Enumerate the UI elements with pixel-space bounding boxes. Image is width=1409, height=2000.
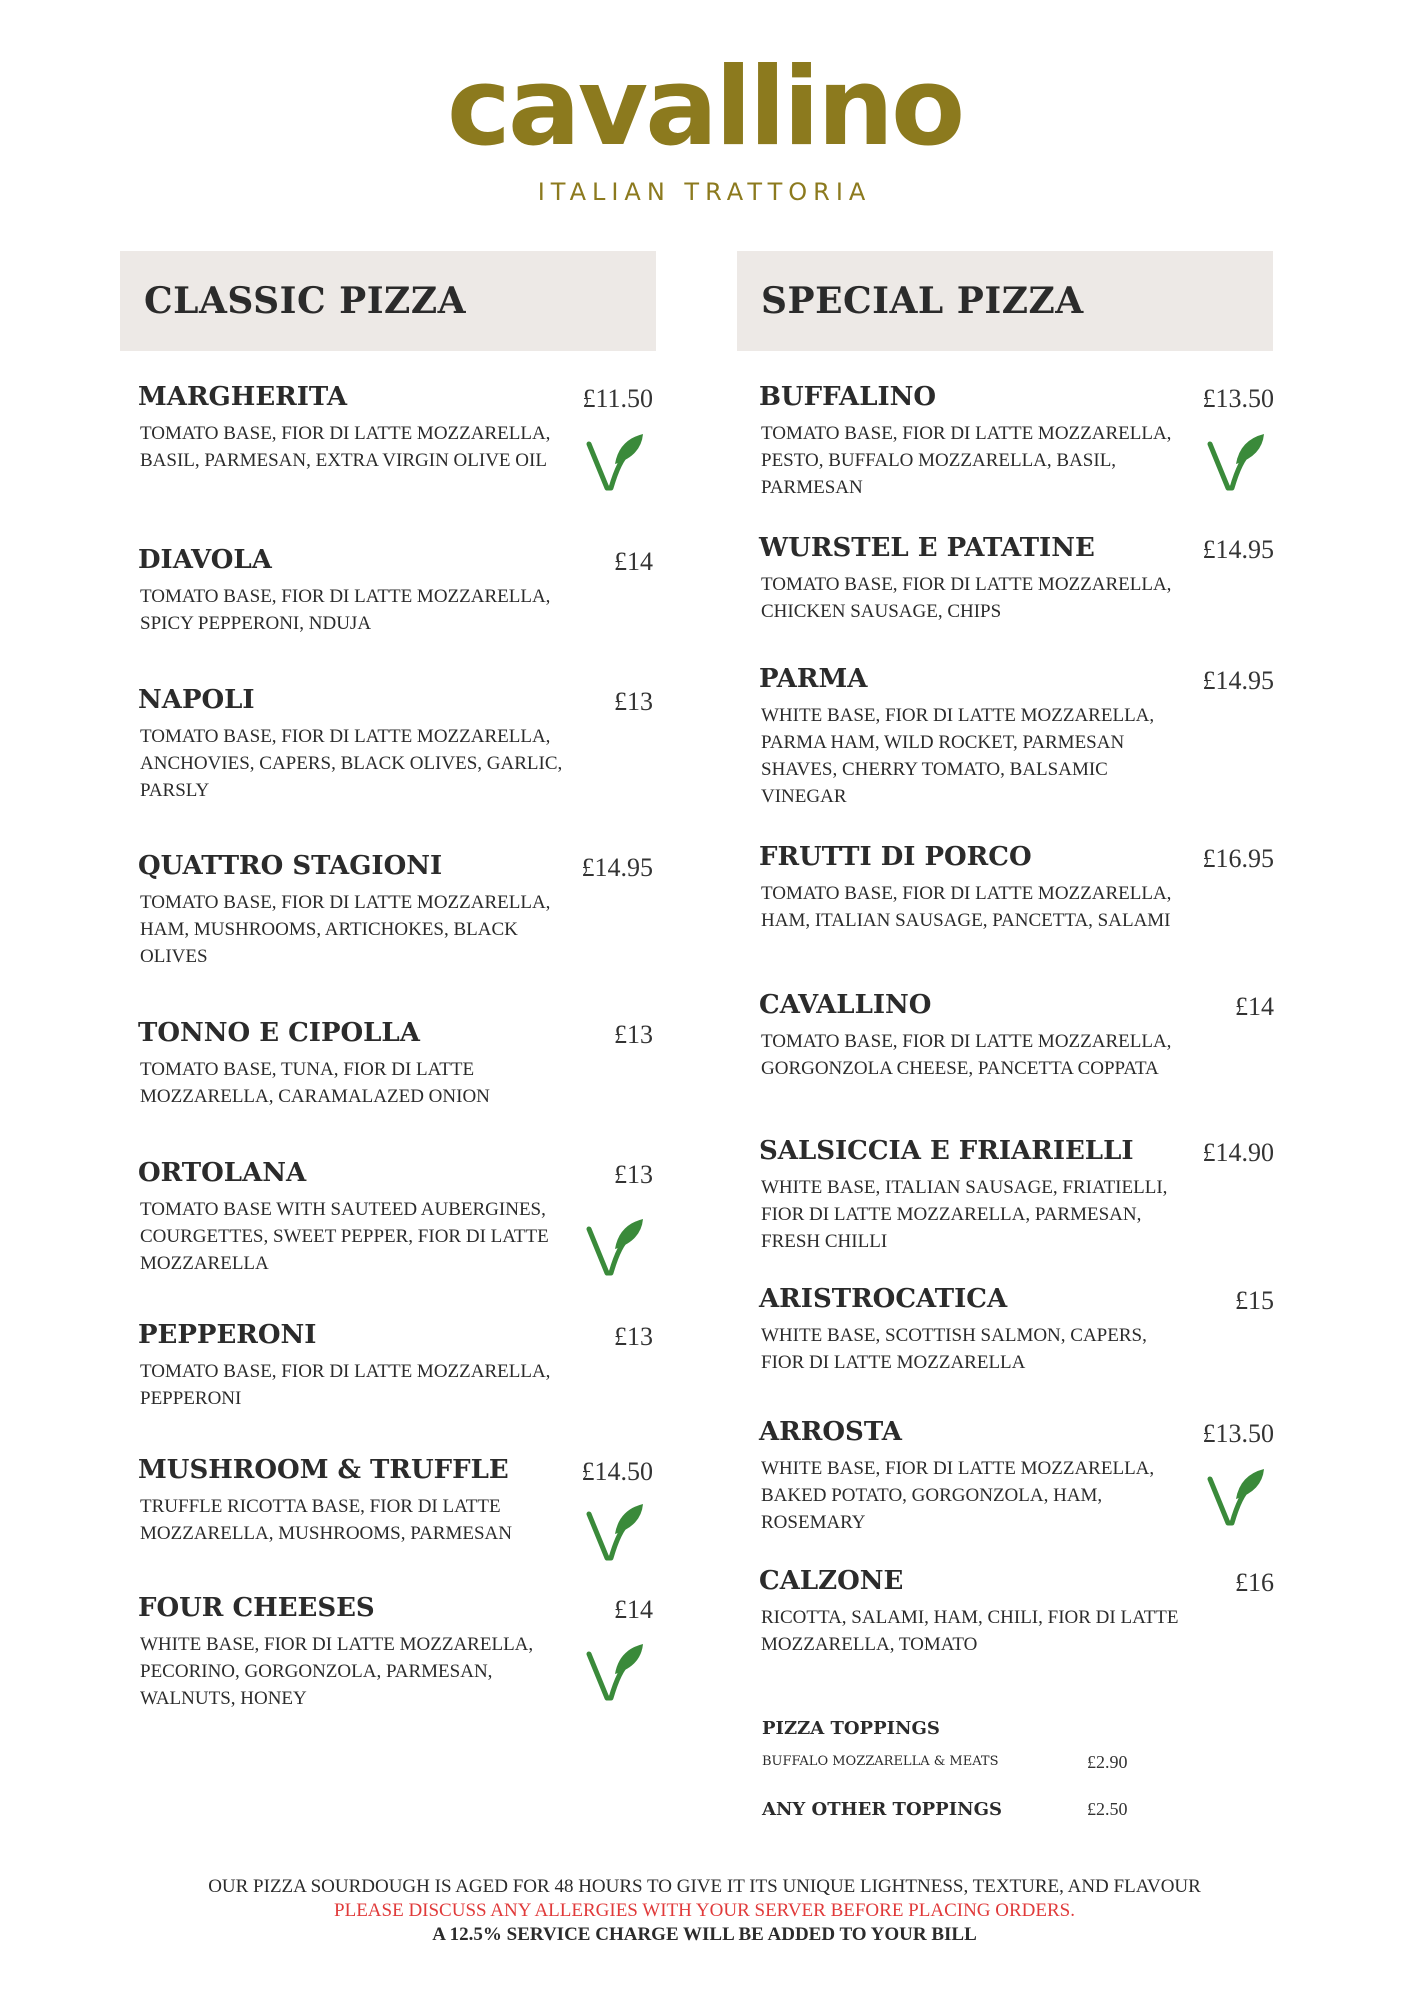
brand-tagline: ITALIAN TRATTORIA xyxy=(537,178,872,206)
item-description: TOMATO BASE, FIOR DI LATTE MOZZARELLA, PESTO, BUFFALO MOZZARELLA, BASIL, PARMESAN xyxy=(761,423,1172,498)
item-price: £13 xyxy=(614,687,653,716)
footer-sourdough-note: OUR PIZZA SOURDOUGH IS AGED FOR 48 HOURS TO GIVE IT ITS UNIQUE LIGHTNESS, TEXTURE, AND FLAVOUR xyxy=(208,1876,1201,1897)
footer-allergy-note: PLEASE DISCUSS ANY ALLERGIES WITH YOUR SERVER BEFORE PLACING ORDERS. xyxy=(334,1900,1075,1921)
item-description: TOMATO BASE, FIOR DI LATTE MOZZARELLA, SPICY PEPPERONI, NDUJA xyxy=(140,586,551,634)
topping-label: BUFFALO MOZZARELLA & MEATS xyxy=(762,1754,999,1769)
topping-label: ANY OTHER TOPPINGS xyxy=(762,1799,1002,1820)
vegetarian-leaf-icon xyxy=(1206,1465,1268,1529)
brand-logo: cavallino xyxy=(446,45,963,170)
vegetarian-leaf-icon xyxy=(585,1215,647,1279)
item-name: DIAVOLA xyxy=(138,545,272,575)
item-description: RICOTTA, SALAMI, HAM, CHILI, FIOR DI LATTE MOZZARELLA, TOMATO xyxy=(761,1607,1179,1655)
item-price: £14.95 xyxy=(1202,535,1274,564)
item-description: TOMATO BASE, FIOR DI LATTE MOZZARELLA, PEPPERONI xyxy=(140,1361,551,1409)
item-description: TOMATO BASE, FIOR DI LATTE MOZZARELLA, CHICKEN SAUSAGE, CHIPS xyxy=(761,574,1172,622)
item-description: WHITE BASE, ITALIAN SAUSAGE, FRIATIELLI, FIOR DI LATTE MOZZARELLA, PARMESAN, FRESH CHILLI xyxy=(761,1177,1168,1252)
menu-item xyxy=(759,1284,1274,1404)
item-description: WHITE BASE, SCOTTISH SALMON, CAPERS, FIOR DI LATTE MOZZARELLA xyxy=(761,1325,1147,1373)
menu-item xyxy=(138,1455,653,1575)
item-price: £16 xyxy=(1235,1568,1274,1597)
item-name: ORTOLANA xyxy=(138,1158,307,1188)
item-description: TOMATO BASE, FIOR DI LATTE MOZZARELLA, ANCHOVIES, CAPERS, BLACK OLIVES, GARLIC, PARSLY xyxy=(140,726,563,801)
menu-item xyxy=(759,382,1274,502)
menu-item xyxy=(759,842,1274,962)
item-price: £11.50 xyxy=(582,384,653,413)
item-price: £13.50 xyxy=(1202,1419,1274,1448)
item-description: TOMATO BASE, FIOR DI LATTE MOZZARELLA, BASIL, PARMESAN, EXTRA VIRGIN OLIVE OIL xyxy=(140,423,551,471)
item-description: WHITE BASE, FIOR DI LATTE MOZZARELLA, PARMA HAM, WILD ROCKET, PARMESAN SHAVES, CHERRY TOMATO, BALSAMIC VINEGAR xyxy=(761,705,1155,807)
item-name: FOUR CHEESES xyxy=(138,1593,375,1623)
item-price: £13 xyxy=(614,1020,653,1049)
item-description: WHITE BASE, FIOR DI LATTE MOZZARELLA, PECORINO, GORGONZOLA, PARMESAN, WALNUTS, HONEY xyxy=(140,1634,534,1709)
menu-item xyxy=(138,382,653,502)
item-name: CAVALLINO xyxy=(759,990,932,1020)
menu-item xyxy=(759,664,1274,807)
item-name: PEPPERONI xyxy=(138,1320,317,1350)
item-name: FRUTTI DI PORCO xyxy=(759,842,1032,872)
menu-item xyxy=(759,1417,1274,1537)
menu-item xyxy=(759,533,1274,653)
item-price: £14 xyxy=(614,547,653,576)
menu-item xyxy=(759,1566,1274,1686)
item-price: £14 xyxy=(1235,992,1274,1021)
item-price: £14.95 xyxy=(1202,666,1274,695)
item-price: £14 xyxy=(614,1595,653,1624)
section-header-classic: CLASSIC PIZZA xyxy=(120,251,656,351)
topping-price: £2.90 xyxy=(1087,1752,1128,1772)
item-name: SALSICCIA E FRIARIELLI xyxy=(759,1136,1134,1166)
item-name: BUFFALINO xyxy=(759,382,937,412)
toppings-title: PIZZA TOPPINGS xyxy=(762,1718,940,1739)
item-name: ARROSTA xyxy=(759,1417,902,1447)
menu-item xyxy=(138,545,653,665)
item-name: TONNO E CIPOLLA xyxy=(138,1018,420,1048)
vegetarian-leaf-icon xyxy=(1206,430,1268,494)
item-description: TOMATO BASE, FIOR DI LATTE MOZZARELLA, GORGONZOLA CHEESE, PANCETTA COPPATA xyxy=(761,1031,1172,1079)
topping-price: £2.50 xyxy=(1087,1799,1128,1819)
item-name: NAPOLI xyxy=(138,685,255,715)
section-header-special: SPECIAL PIZZA xyxy=(737,251,1273,351)
item-price: £13.50 xyxy=(1202,384,1274,413)
item-price: £13 xyxy=(614,1160,653,1189)
item-price: £16.95 xyxy=(1202,844,1274,873)
vegetarian-leaf-icon xyxy=(585,1640,647,1704)
item-name: QUATTRO STAGIONI xyxy=(138,851,443,881)
item-name: CALZONE xyxy=(759,1566,904,1596)
item-description: TRUFFLE RICOTTA BASE, FIOR DI LATTE MOZZARELLA, MUSHROOMS, PARMESAN xyxy=(140,1496,512,1544)
item-price: £13 xyxy=(614,1322,653,1351)
item-description: TOMATO BASE WITH SAUTEED AUBERGINES, COURGETTES, SWEET PEPPER, FIOR DI LATTE MOZZARELLA xyxy=(140,1199,549,1274)
item-description: TOMATO BASE, FIOR DI LATTE MOZZARELLA, HAM, MUSHROOMS, ARTICHOKES, BLACK OLIVES xyxy=(140,892,551,967)
menu-item xyxy=(138,1593,653,1713)
item-price: £15 xyxy=(1235,1286,1274,1315)
item-name: MUSHROOM & TRUFFLE xyxy=(138,1455,509,1485)
item-description: TOMATO BASE, FIOR DI LATTE MOZZARELLA, HAM, ITALIAN SAUSAGE, PANCETTA, SALAMI xyxy=(761,883,1172,931)
item-price: £14.90 xyxy=(1202,1138,1274,1167)
menu-item xyxy=(759,1136,1274,1256)
footer-service-charge: A 12.5% SERVICE CHARGE WILL BE ADDED TO YOUR BILL xyxy=(432,1924,977,1945)
menu-item xyxy=(138,851,653,971)
item-name: ARISTROCATICA xyxy=(759,1284,1008,1314)
menu-item xyxy=(138,685,653,805)
vegetarian-leaf-icon xyxy=(585,1500,647,1564)
menu-item xyxy=(138,1320,653,1440)
item-price: £14.95 xyxy=(581,853,653,882)
menu-item xyxy=(138,1018,653,1138)
item-price: £14.50 xyxy=(581,1457,653,1486)
menu-item xyxy=(759,990,1274,1110)
item-description: TOMATO BASE, TUNA, FIOR DI LATTE MOZZARELLA, CARAMALAZED ONION xyxy=(140,1059,490,1107)
item-name: MARGHERITA xyxy=(138,382,348,412)
item-description: WHITE BASE, FIOR DI LATTE MOZZARELLA, BAKED POTATO, GORGONZOLA, HAM, ROSEMARY xyxy=(761,1458,1155,1533)
item-name: PARMA xyxy=(759,664,868,694)
item-name: WURSTEL E PATATINE xyxy=(759,533,1095,563)
vegetarian-leaf-icon xyxy=(585,430,647,494)
menu-item xyxy=(138,1158,653,1278)
